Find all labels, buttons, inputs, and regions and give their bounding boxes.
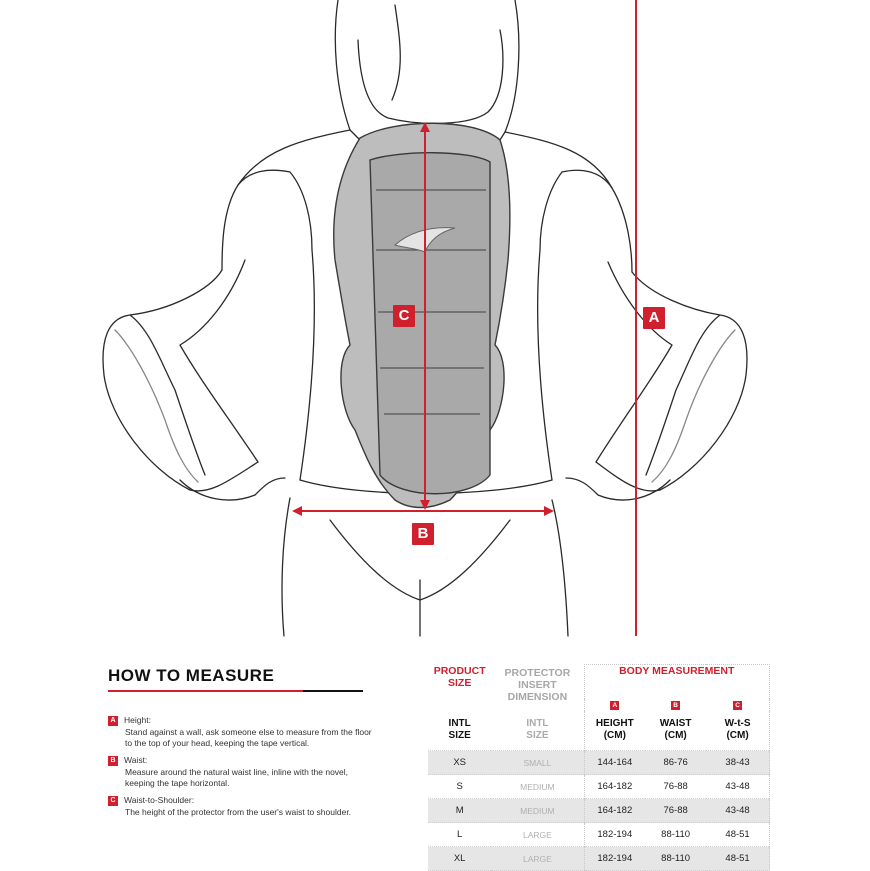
height-cell: 144-164 — [584, 751, 645, 775]
instruction-waist — [108, 755, 378, 790]
height-header: HEIGHT (CM) — [584, 711, 645, 751]
torso-outline — [222, 130, 350, 270]
label-a-badge: A — [643, 307, 665, 329]
label-b-badge: B — [412, 523, 434, 545]
wts-cell: 48-51 — [706, 823, 769, 847]
waist-cell: 76-88 — [645, 799, 706, 823]
head-outline — [335, 0, 519, 140]
table-row — [428, 799, 770, 823]
wts-header: W-t-S (CM) — [706, 711, 769, 751]
wts-cell: 43-48 — [706, 799, 769, 823]
product-size-header: PRODUCT SIZE — [433, 664, 486, 689]
how-to-measure-title: HOW TO MEASURE — [108, 666, 275, 685]
intl-size-protector-header: INTL SIZE — [526, 718, 549, 742]
waist-cell: 88-110 — [645, 823, 706, 847]
instruction-text: Measure around the natural waist line, inline with the novel, keeping the tape horizontal. — [125, 766, 349, 788]
waist-cell: 76-88 — [645, 775, 706, 799]
hips-outline — [282, 498, 290, 636]
intl-size-header: INTL SIZE — [448, 718, 471, 742]
size-cell: XS — [428, 751, 491, 775]
table-row — [428, 775, 770, 799]
protector-header: PROTECTOR INSERT DIMENSION — [504, 666, 571, 703]
instruction-height — [108, 715, 378, 750]
wts-cell: 43-48 — [706, 775, 769, 799]
wts-mini-badge: C — [733, 701, 742, 710]
title-underline-accent — [108, 690, 303, 692]
wts-cell: 38-43 — [706, 751, 769, 775]
wts-cell: 48-51 — [706, 847, 769, 871]
table-row — [428, 847, 770, 871]
waist-header: WAIST (CM) — [659, 718, 692, 742]
label-c-badge: C — [393, 305, 415, 327]
protector-cell: SMALL — [491, 751, 584, 775]
height-cell: 182-194 — [584, 823, 645, 847]
waist-mini-badge: B — [671, 701, 680, 710]
body-measurement-header: BODY MEASUREMENT — [584, 665, 769, 699]
protector-cell: LARGE — [491, 847, 584, 871]
size-chart-table — [428, 664, 770, 871]
back-protector — [334, 123, 510, 507]
size-cell: L — [428, 823, 491, 847]
height-badge: A — [108, 716, 118, 726]
waist-cell: 86-76 — [645, 751, 706, 775]
height-cell: 182-194 — [584, 847, 645, 871]
wts-badge: C — [108, 796, 118, 806]
instruction-title: Height: — [124, 715, 151, 725]
instruction-waist-to-shoulder — [108, 795, 378, 818]
table-row — [428, 751, 770, 775]
instruction-title: Waist-to-Shoulder: — [124, 795, 195, 805]
protector-cell: MEDIUM — [491, 775, 584, 799]
size-cell: XL — [428, 847, 491, 871]
size-cell: S — [428, 775, 491, 799]
table-row — [428, 823, 770, 847]
instruction-text: The height of the protector from the user's waist to shoulder. — [125, 806, 352, 817]
waist-badge: B — [108, 756, 118, 766]
instruction-title: Waist: — [124, 755, 148, 765]
height-mini-badge: A — [610, 701, 619, 710]
left-arm-outline — [103, 270, 222, 490]
size-cell: M — [428, 799, 491, 823]
protector-cell: MEDIUM — [491, 799, 584, 823]
height-cell: 164-182 — [584, 775, 645, 799]
protector-cell: LARGE — [491, 823, 584, 847]
height-cell: 164-182 — [584, 799, 645, 823]
waist-cell: 88-110 — [645, 847, 706, 871]
instruction-text: Stand against a wall, ask someone else to measure from the floor to the top of your head, keeping the tape vertical. — [125, 726, 372, 748]
